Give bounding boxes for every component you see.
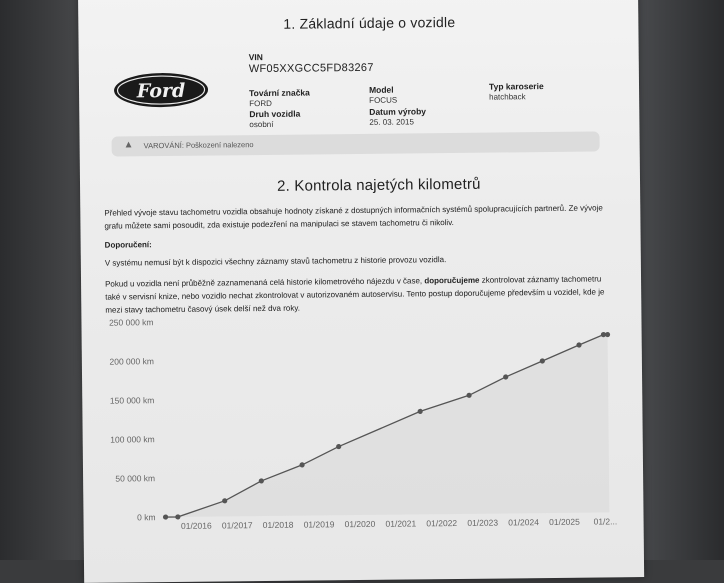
- x-tick-label: 01/2022: [426, 517, 458, 529]
- y-tick-label: 50 000 km: [115, 473, 156, 484]
- recommendation-paragraph: V systému nemusí být k dispozici všechny záznamy stavů tachometru z historie provozu vozidla.: [104, 255, 447, 268]
- chart-point: [163, 514, 168, 519]
- ford-logo-text: Ford: [136, 79, 186, 103]
- vin-value: WF05XXGCC5FD83267: [248, 61, 374, 76]
- y-tick-label: 200 000 km: [109, 356, 154, 367]
- warning-text: VAROVÁNÍ: Poškození nalezeno: [143, 140, 254, 151]
- y-tick-label: 100 000 km: [110, 434, 155, 445]
- document-page: [78, 0, 644, 583]
- x-tick-label: 01/2020: [344, 518, 376, 530]
- warning-banner: [112, 131, 600, 156]
- brand-value: FORD: [249, 98, 272, 109]
- x-tick-label: 01/2...: [593, 516, 618, 527]
- vehicle-kind-label: Druh vozidla: [249, 108, 301, 120]
- x-tick-label: 01/2016: [180, 520, 212, 531]
- x-tick-label: 01/2023: [467, 517, 499, 528]
- advice-text-bold: doporučujeme: [424, 275, 480, 286]
- intro-paragraph: Přehled vývoje stavu tachometru vozidla obsahuje hodnoty získané z dostupných informačních systémů spolupracujících partnerů. Ze vývoje grafu můžete sami posoudit, zda existuje podezření na manipulaci se stavem tachometru či nikoliv.: [104, 203, 603, 231]
- warning-triangle-icon: ▲: [123, 139, 134, 151]
- background-left: [0, 0, 90, 560]
- model-label: Model: [368, 84, 394, 95]
- y-tick-label: 0 km: [137, 512, 156, 523]
- x-tick-label: 01/2025: [549, 516, 580, 528]
- x-tick-label: 01/2017: [221, 520, 253, 531]
- production-date-label: Datum výroby: [369, 106, 427, 117]
- x-tick-label: 01/2021: [385, 518, 417, 529]
- section-title-mileage: 2. Kontrola najetých kilometrů: [276, 175, 481, 195]
- x-tick-label: 01/2024: [508, 517, 540, 528]
- chart-point: [175, 514, 180, 519]
- y-tick-label: 250 000 km: [108, 317, 154, 328]
- brand-label: Tovární značka: [249, 87, 310, 99]
- x-tick-label: 01/2018: [262, 519, 294, 531]
- x-tick-label: 01/2019: [303, 519, 335, 530]
- body-type-value: hatchback: [489, 92, 526, 102]
- ford-logo: [113, 72, 209, 109]
- advice-text-b: zkontrolovat záznamy tachometru také v servisní knize, nebo vozidlo nechat zkontrolovat v autorizovaném autoservisu. Tento postup doporučujeme především u vozidel, kde je mezi stavy tachometru časový úsek delší než dva roky.: [105, 274, 605, 315]
- y-tick-label: 150 000 km: [109, 395, 155, 406]
- body-type-label: Typ karoserie: [488, 81, 544, 92]
- vin-label: VIN: [248, 52, 263, 63]
- advice-text-a: Pokud u vozidla není průběžně zaznamenaná celá historie kilometrového nájezdu v čase,: [105, 276, 425, 289]
- mileage-chart: [91, 307, 633, 533]
- model-value: FOCUS: [369, 95, 398, 105]
- section-title-vehicle: 1. Základní údaje o vozidle: [283, 13, 456, 32]
- vehicle-kind-value: osobní: [249, 119, 274, 130]
- recommendation-label: Doporučení:: [104, 240, 152, 250]
- production-date-value: 25. 03. 2015: [369, 117, 414, 127]
